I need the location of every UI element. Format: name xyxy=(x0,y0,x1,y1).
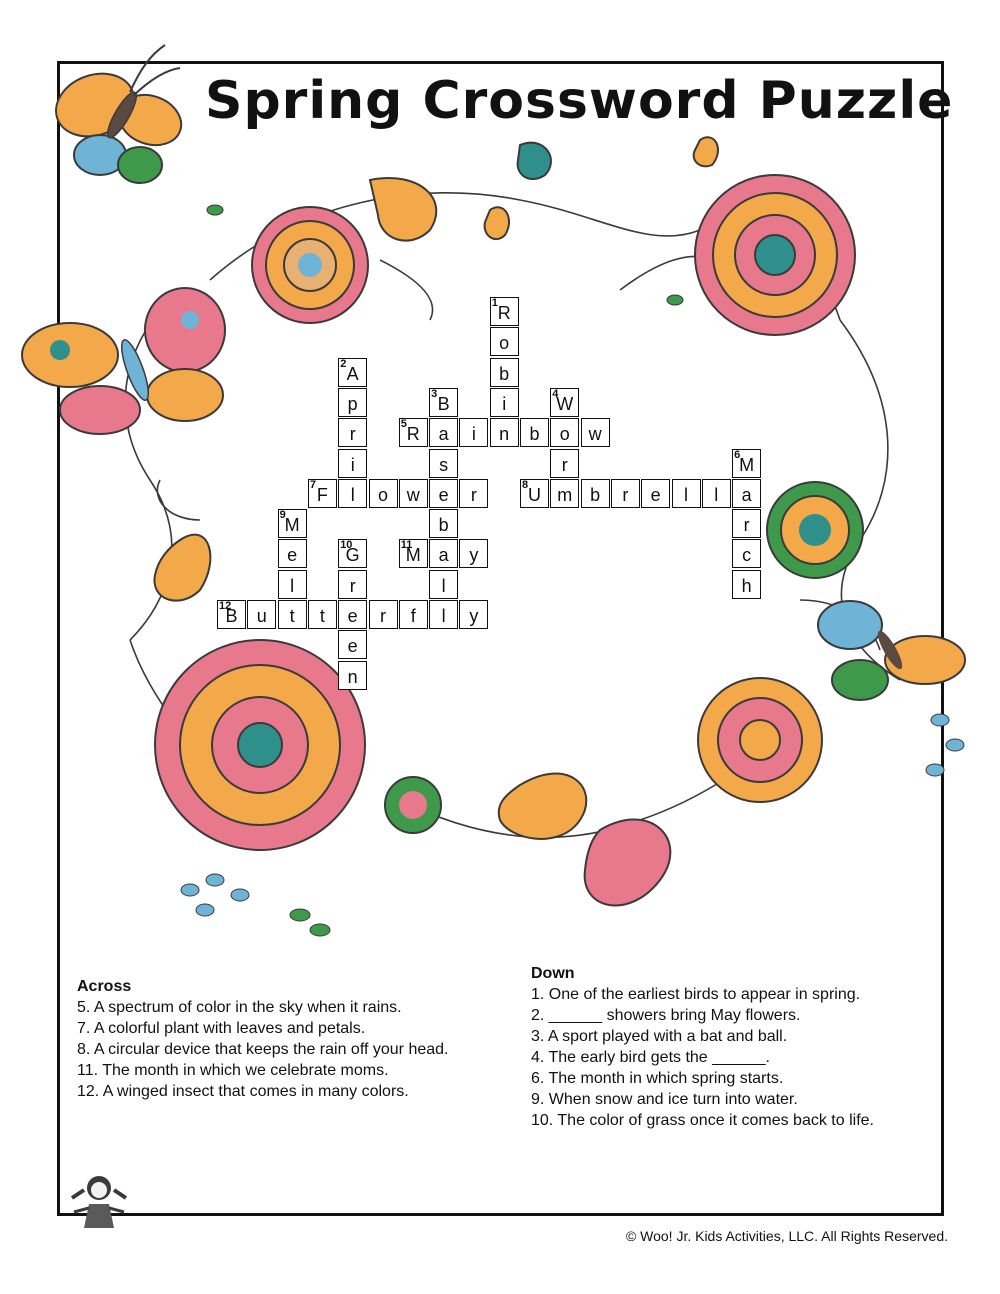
cell-letter: B xyxy=(225,606,238,626)
cell-letter: t xyxy=(319,606,325,626)
crossword-cell[interactable] xyxy=(459,539,488,568)
crossword-cell[interactable] xyxy=(338,539,367,568)
butterfly-icon xyxy=(818,601,965,700)
clue-number: 5 xyxy=(400,418,407,431)
crossword-cell[interactable] xyxy=(490,418,519,447)
crossword-cell[interactable] xyxy=(490,358,519,387)
crossword-cell[interactable] xyxy=(520,479,549,508)
cell-letter: r xyxy=(470,484,477,505)
cell-letter: r xyxy=(349,575,356,596)
page-title: Spring Crossword Puzzle xyxy=(205,71,954,131)
cell-letter: n xyxy=(347,666,358,687)
crossword-cell[interactable] xyxy=(459,600,488,629)
crossword-cell[interactable] xyxy=(429,449,458,478)
crossword-cell[interactable] xyxy=(459,418,488,447)
clue-across-12: 12. A winged insect that comes in many colors. xyxy=(77,1083,409,1100)
cell-letter: a xyxy=(438,424,449,445)
cell-letter: h xyxy=(741,575,752,596)
cell-letter: e xyxy=(347,636,358,657)
crossword-cell[interactable] xyxy=(278,539,307,568)
clue-number: 2 xyxy=(340,357,347,370)
flower-icon xyxy=(695,175,855,335)
cell-letter: l xyxy=(290,575,295,596)
clue-down-10: 10. The color of grass once it comes back to life. xyxy=(531,1112,874,1129)
crossword-cell[interactable] xyxy=(732,539,761,568)
crossword-cell[interactable] xyxy=(308,600,337,629)
crossword-cell[interactable] xyxy=(308,479,337,508)
cell-letter: r xyxy=(743,515,750,536)
crossword-cell[interactable] xyxy=(338,358,367,387)
clue-number: 6 xyxy=(734,448,741,461)
cell-letter: e xyxy=(438,484,449,505)
cell-letter: M xyxy=(405,545,421,566)
crossword-cell[interactable] xyxy=(550,388,579,417)
cell-letter: R xyxy=(497,303,511,323)
crossword-cell[interactable] xyxy=(338,570,367,599)
crossword-cell[interactable] xyxy=(399,600,428,629)
cell-letter: b xyxy=(590,484,601,505)
copyright-notice: © Woo! Jr. Kids Activities, LLC. All Rights Reserved. xyxy=(625,1228,948,1244)
clue-down-4: 4. The early bird gets the ______. xyxy=(531,1049,770,1066)
cell-letter: b xyxy=(499,363,510,384)
flower-icon xyxy=(698,678,822,802)
cell-letter: w xyxy=(588,424,602,445)
clue-down-3: 3. A sport played with a bat and ball. xyxy=(531,1028,788,1045)
cell-letter: i xyxy=(502,393,507,414)
crossword-cell[interactable] xyxy=(429,509,458,538)
cell-letter: n xyxy=(499,424,510,445)
clue-across-5: 5. A spectrum of color in the sky when it rains. xyxy=(77,999,402,1016)
crossword-cell[interactable] xyxy=(429,418,458,447)
cell-letter: a xyxy=(741,484,752,505)
cell-letter: t xyxy=(289,606,295,626)
crossword-cell[interactable] xyxy=(490,388,519,417)
crossword-cell[interactable] xyxy=(429,570,458,599)
clue-number: 4 xyxy=(552,387,559,400)
cell-letter: c xyxy=(742,545,752,566)
cell-letter: r xyxy=(622,484,629,505)
clue-number: 10 xyxy=(340,539,353,552)
flower-icon xyxy=(155,640,365,850)
crossword-cell[interactable] xyxy=(490,297,519,326)
cell-letter: l xyxy=(714,484,719,505)
cell-letter: y xyxy=(469,545,479,566)
butterfly-icon xyxy=(47,45,188,183)
crossword-cell[interactable] xyxy=(399,539,428,568)
clue-down-9: 9. When snow and ice turn into water. xyxy=(531,1091,798,1108)
cell-letter: r xyxy=(380,606,386,626)
cell-letter: U xyxy=(528,484,541,505)
crossword-cell[interactable] xyxy=(459,479,488,508)
crossword-cell[interactable] xyxy=(732,570,761,599)
clue-across-7: 7. A colorful plant with leaves and petals. xyxy=(77,1020,366,1037)
down-clues xyxy=(531,963,874,1131)
crossword-cell[interactable] xyxy=(338,630,367,659)
cell-letter: W xyxy=(556,393,574,414)
cell-letter: o xyxy=(559,424,570,445)
cell-letter: a xyxy=(438,545,449,566)
cell-letter: r xyxy=(561,454,568,475)
cell-letter: A xyxy=(346,363,359,384)
crossword-cell[interactable] xyxy=(611,479,640,508)
cell-letter: G xyxy=(345,545,360,566)
crossword-cell[interactable] xyxy=(278,600,307,629)
clue-across-11: 11. The month in which we celebrate moms. xyxy=(77,1062,389,1079)
clue-number: 9 xyxy=(279,509,286,522)
cell-letter: l xyxy=(441,606,446,626)
cell-letter: o xyxy=(377,484,388,505)
cell-letter: o xyxy=(499,333,510,354)
crossword-cell[interactable] xyxy=(581,479,610,508)
clue-number: 8 xyxy=(522,478,529,491)
butterfly-icon xyxy=(22,288,225,434)
cell-letter: p xyxy=(347,393,358,414)
cell-letter: M xyxy=(284,515,300,536)
clue-down-1: 1. One of the earliest birds to appear in spring. xyxy=(531,986,861,1003)
clue-number: 1 xyxy=(491,297,498,309)
mascot-girl-icon xyxy=(64,1170,134,1240)
cell-letter: u xyxy=(256,606,267,626)
crossword-cell[interactable] xyxy=(550,449,579,478)
cell-letter: e xyxy=(287,545,298,566)
crossword-cell[interactable] xyxy=(732,449,761,478)
cell-letter: l xyxy=(350,484,355,505)
clue-down-6: 6. The month in which spring starts. xyxy=(531,1070,784,1087)
cell-letter: l xyxy=(684,484,688,505)
flower-icon xyxy=(252,207,368,323)
cell-letter: m xyxy=(557,484,573,505)
crossword-cell[interactable] xyxy=(732,479,761,508)
crossword-cell[interactable] xyxy=(369,479,398,508)
crossword-cell[interactable] xyxy=(702,479,731,508)
cell-letter: F xyxy=(316,484,328,505)
crossword-cell[interactable] xyxy=(338,388,367,417)
crossword-cell[interactable] xyxy=(429,600,458,629)
cell-letter: s xyxy=(439,454,449,475)
crossword-cell[interactable] xyxy=(641,479,670,508)
cell-letter: i xyxy=(350,454,355,475)
crossword-cell[interactable] xyxy=(369,600,398,629)
clue-number: 12 xyxy=(219,600,232,612)
crossword-cell[interactable] xyxy=(429,479,458,508)
clue-number: 7 xyxy=(309,478,317,491)
clue-number: 11 xyxy=(400,539,413,552)
crossword-cell[interactable] xyxy=(520,418,549,447)
crossword-cell[interactable] xyxy=(429,539,458,568)
cell-letter: b xyxy=(529,424,540,445)
crossword-cell[interactable] xyxy=(338,418,367,447)
cell-letter: w xyxy=(406,484,420,505)
cell-letter: b xyxy=(438,515,449,536)
flower-icon xyxy=(767,482,863,578)
flower-icon xyxy=(385,777,441,833)
crossword-cell[interactable] xyxy=(247,600,276,629)
crossword-cell[interactable] xyxy=(338,479,367,508)
crossword-cell[interactable] xyxy=(338,661,367,690)
crossword-cell[interactable] xyxy=(550,418,579,447)
cell-letter: R xyxy=(406,424,420,445)
crossword-cell[interactable] xyxy=(278,570,307,599)
across-heading: Across xyxy=(77,978,132,995)
cell-letter: i xyxy=(471,424,476,445)
crossword-cell[interactable] xyxy=(581,418,610,447)
crossword-cell[interactable] xyxy=(550,479,579,508)
cell-letter: B xyxy=(437,393,450,414)
down-heading: Down xyxy=(531,965,575,982)
crossword-cell[interactable] xyxy=(278,509,307,538)
cell-letter: M xyxy=(739,454,755,475)
crossword-cell[interactable] xyxy=(399,418,428,447)
across-clues xyxy=(77,976,448,1102)
clue-across-8: 8. A circular device that keeps the rain off your head. xyxy=(77,1041,449,1058)
crossword-cell[interactable] xyxy=(217,600,246,629)
crossword-cell[interactable] xyxy=(338,449,367,478)
crossword-cell[interactable] xyxy=(399,479,428,508)
cell-letter: e xyxy=(650,484,661,505)
clue-number: 3 xyxy=(431,387,438,400)
crossword-cell[interactable] xyxy=(732,509,761,538)
crossword-cell[interactable] xyxy=(338,600,367,629)
cell-letter: l xyxy=(441,575,446,596)
cell-letter: f xyxy=(410,606,416,626)
crossword-cell[interactable] xyxy=(490,327,519,356)
cell-letter: y xyxy=(469,606,479,626)
crossword-cell[interactable] xyxy=(429,388,458,417)
cell-letter: r xyxy=(349,424,356,445)
crossword-cell[interactable] xyxy=(672,479,701,508)
clue-down-2: 2. ______ showers bring May flowers. xyxy=(531,1007,801,1024)
cell-letter: e xyxy=(347,606,358,626)
